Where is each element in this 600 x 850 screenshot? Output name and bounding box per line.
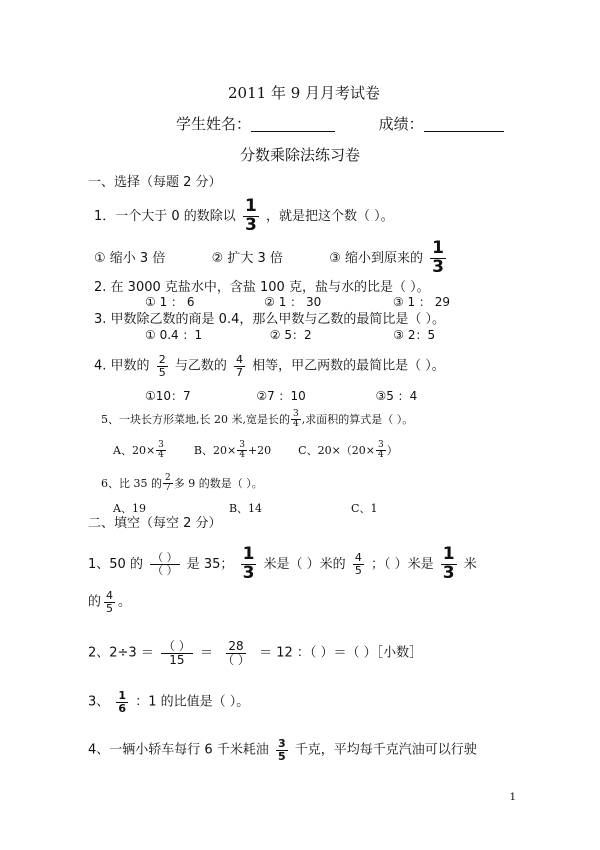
s1-q4-options	[145, 390, 417, 402]
fraction: $\frac{4}{7}$	[235, 353, 243, 379]
s1-q3: 3. 甲数除乙数的商是 0.4，那么甲数与乙数的最简比是（ ）。	[94, 312, 445, 327]
option-a: A、20× $\frac{3}{4}$	[113, 440, 164, 461]
score-blank[interactable]	[424, 116, 504, 132]
s1-q1: 1．一个大于 0 的数除以 $\frac{1}{3}$ ，就是把这个数（ ）。	[94, 196, 394, 235]
section1-heading: 一、选择（每题 2 分）	[88, 175, 222, 190]
student-name-row	[176, 116, 504, 132]
fraction: $\frac{3}{4}$	[158, 440, 164, 461]
student-name-label: 学生姓名：	[176, 115, 252, 133]
fraction: $\frac{3}{4}$	[292, 409, 299, 430]
fraction: $\frac{2}{7}$	[165, 473, 171, 494]
s1-q5-options	[113, 441, 398, 461]
option-a: A、19	[113, 502, 146, 515]
fraction: $\frac{3}{5}$	[277, 737, 286, 763]
fraction: $\frac{4}{5}$	[354, 551, 362, 577]
option-a: ① 1 ： 6	[145, 295, 195, 309]
fraction: $\frac{2}{5}$	[158, 353, 166, 379]
exam-title: 2011 年 9 月月考试卷	[228, 84, 381, 102]
option-b: B、14	[228, 502, 263, 515]
option-a: ①10：7	[145, 389, 191, 403]
s1-q6: 6、比 35 的 $\frac{2}{7}$ 多 9 的数是（ ）。	[101, 473, 263, 494]
s1-q5: 5、一块长方形菜地,长 20 米,宽是长的 $\frac{3}{4}$ ,求面积的算式是（ ）。	[101, 409, 414, 430]
fraction: $\frac{( )}{15}$	[162, 639, 191, 667]
option-c: ③ 1 ： 29	[392, 295, 451, 309]
option-c: ③5 ：4	[375, 389, 418, 403]
s1-q6-options	[113, 503, 377, 514]
fraction: $\frac{1}{3}$	[242, 544, 255, 583]
option-a: ① 0.4 ：1	[145, 328, 203, 342]
s1-q1-options	[94, 240, 449, 277]
score-label: 成绩：	[378, 115, 424, 133]
fraction: $\frac{4}{5}$	[106, 589, 114, 615]
option-c: C、1	[351, 502, 378, 515]
fraction: $\frac{1}{3}$	[432, 238, 444, 277]
s1-q4: 4. 甲数的 $\frac{2}{5}$ 与乙数的 $\frac{4}{7}$ 相等，甲乙两数的最简比是（ ）。	[94, 353, 445, 379]
section2-heading: 二、填空（每空 2 分）	[88, 516, 222, 531]
s2-q2: 2、2÷3 ＝ $\frac{( )}{15}$ ＝ $\frac{28}{( )}$ ＝ 12 ：（ ）＝（ ）［小数］	[88, 639, 423, 667]
s2-q1-line2: 的 $\frac{4}{5}$ 。	[88, 589, 132, 615]
student-name-blank[interactable]	[251, 116, 335, 132]
fraction: $\frac{( )}{( )}$	[152, 551, 178, 577]
s2-q1: 1、50 的 $\frac{( )}{( )}$ 是 35； $\frac{1}{3}$ 米是（ ）米的 $\frac{4}{5}$ ；（ ）米是 $\frac{1}{3}$ 米	[88, 544, 477, 583]
option-c: C、20×（20× $\frac{3}{4}$ ）	[298, 440, 398, 461]
s2-q4: 4、一辆小轿车每行 6 千米耗油 $\frac{3}{5}$ 千克，平均每千克汽油可以行驶	[88, 737, 477, 763]
option-c: ③ 2：5	[393, 328, 436, 342]
option-b: ② 5：2	[269, 328, 312, 342]
fraction: $\frac{1}{3}$	[442, 544, 455, 583]
worksheet-subtitle: 分数乘除法练习卷	[240, 146, 361, 164]
option-a: ① 缩小 3 倍	[94, 250, 166, 266]
fraction: $\frac{3}{4}$	[378, 440, 384, 461]
option-b: ② 1 ： 30	[264, 295, 322, 309]
option-c: ③ 缩小到原来的	[329, 250, 424, 266]
fraction: $\frac{28}{( )}$	[222, 639, 250, 667]
s1-q2-options	[145, 296, 450, 308]
fraction: $\frac{3}{4}$	[239, 440, 245, 461]
s2-q3: 3、 $\frac{1}{6}$ ：1 的比值是（ ）。	[88, 689, 250, 715]
s1-q2: 2. 在 3000 克盐水中，含盐 100 克，盐与水的比是（ ）。	[94, 280, 430, 295]
option-b: B、20× $\frac{3}{4}$ +20	[193, 440, 272, 461]
option-b: ② 扩大 3 倍	[211, 250, 283, 266]
page-number: 1	[509, 792, 516, 803]
fraction: $\frac{1}{6}$	[118, 689, 127, 715]
fraction: $\frac{1}{3}$	[244, 196, 257, 235]
option-b: ②7 ：10	[256, 389, 306, 403]
s1-q3-options	[145, 329, 435, 341]
